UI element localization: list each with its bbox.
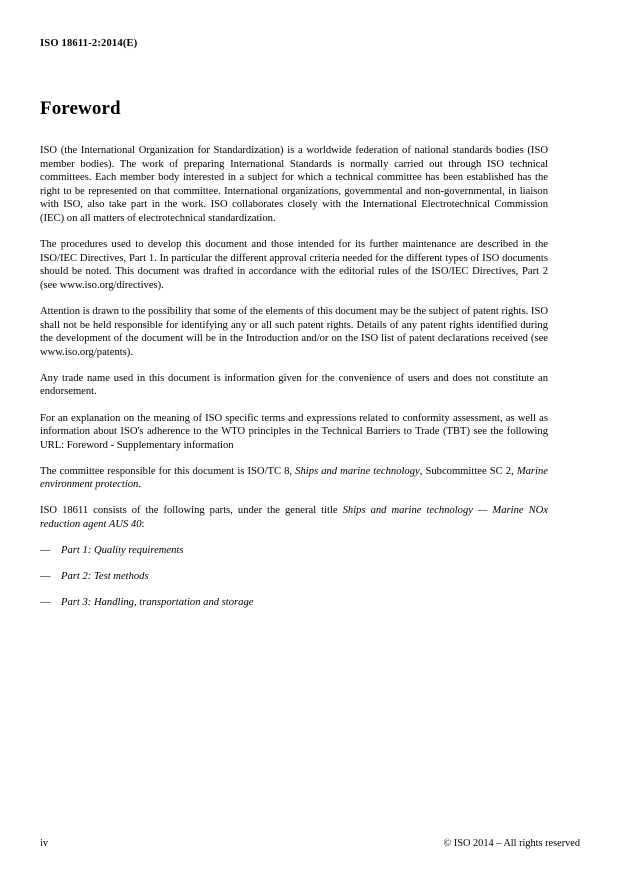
paragraph-5: For an explanation on the meaning of ISO specific terms and expressions related to conformity assessment, as well as information about ISO's adherence to the WTO principles in the Technical Barriers to Trade (TBT) see the following URL: Foreword - Supplementary information [40,412,548,451]
em-dash-bullet: — [40,597,51,609]
list-item-label: Part 2: Test methods [61,571,149,583]
page-number: iv [40,838,49,849]
paragraph-2: The procedures used to develop this document and those intended for its further maintenance are described in the ISO/IEC Directives, Part 1. In particular the different approval criteria needed for the different types of ISO documents should be noted. This document was drafted in accordance with the editorial rules of the ISO/IEC Directives, Part 2 (see www.iso.org/directives). [40,239,548,291]
em-dash-bullet: — [40,571,51,583]
page-footer [40,838,580,849]
committee-mid-text: , Subcommittee SC 2, [419,465,517,477]
em-dash-bullet: — [40,545,51,557]
list-item [40,570,548,584]
list-item [40,596,548,610]
committee-paragraph [40,465,548,492]
parts-intro-lead: ISO 18611 consists of the following parts, under the general title [40,505,343,517]
page-title: Foreword [40,98,121,119]
foreword-body [40,144,548,610]
committee-lead-text: The committee responsible for this document is ISO/TC 8, [40,465,296,477]
document-header-reference: ISO 18611-2:2014(E) [40,38,138,49]
parts-intro-paragraph [40,504,548,531]
copyright-notice: © ISO 2014 – All rights reserved [443,838,580,849]
parts-intro-italic-title: Ships and marine technology — Marine NOx reduction agent AUS 40 [40,505,548,531]
list-item-label: Part 3: Handling, transportation and storage [61,597,254,609]
list-item-label: Part 1: Quality requirements [61,545,184,557]
list-item [40,544,548,558]
paragraph-3: Attention is drawn to the possibility that some of the elements of this document may be the subject of patent rights. ISO shall not be held responsible for identifying any or all such patent rights. Details of any patent rights identified during the development of the document will be in the Introduction and/or on the ISO list of patent declarations received (see www.iso.org/patents). [40,305,548,358]
committee-italic-title: Ships and marine technology [295,465,420,477]
paragraph-4: Any trade name used in this document is information given for the convenience of users and does not constitute an endorsement. [40,372,548,398]
paragraph-1: ISO (the International Organization for Standardization) is a worldwide federation of national standards bodies (ISO member bodies). The work of preparing International Standards is normally carried out through ISO technical committees. Each member body interested in a subject for which a technical committee has been established has the right to be represented on that committee. International organizations, governmental and non-governmental, in liaison with ISO, also take part in the work. ISO collaborates closely with the International Electrotechnical Commission (IEC) on all matters of electrotechnical standardization. [40,145,548,224]
committee-italic-subtitle: Marine environment protection [40,465,548,491]
parts-intro-tail: : [141,519,145,531]
committee-tail-text: . [138,479,142,491]
